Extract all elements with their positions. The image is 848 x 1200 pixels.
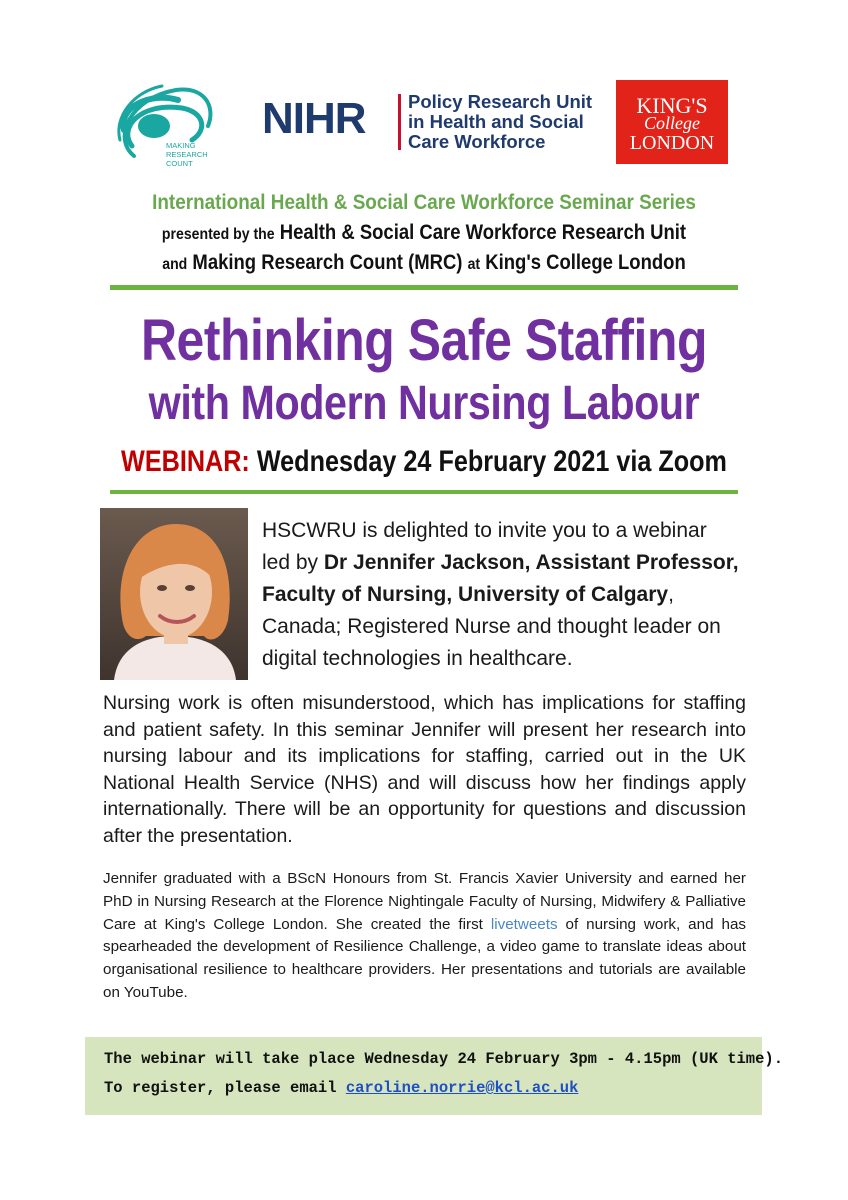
- mrc-logo: [112, 78, 222, 178]
- nihr-unit-name: [408, 92, 608, 152]
- seminar-description: Nursing work is often misunderstood, which has implications for staffing and patient safety. In this seminar Jennifer will present her research into nursing labour and its implications for staffing, carried out in the UK National Health Service (NHS) and will discuss how her findings apply internationally. There will be an opportunity for questions and discussion after the presentation.: [103, 692, 746, 847]
- at-lead: at: [467, 256, 481, 273]
- intro-pre: HSCWRU is delighted to invite you to a webinar led by: [262, 519, 707, 574]
- event-title-line-1: Rethinking Safe Staffing: [140, 308, 708, 373]
- speaker-intro: [262, 515, 740, 675]
- speaker-bio: [103, 868, 746, 1005]
- register-text: To register, please email: [104, 1079, 346, 1097]
- webinar-time-text: The webinar will take place Wednesday 24 February 3pm - 4.15pm (UK time).: [104, 1050, 784, 1068]
- nihr-unit-line-3: Care Workforce: [408, 131, 546, 152]
- presented-lead: presented by the: [161, 226, 275, 243]
- seminar-series-title: International Health & Social Care Workforce Seminar Series: [152, 191, 696, 214]
- webinar-date-line: [68, 445, 780, 479]
- bio-pre: Jennifer graduated with a BScN Honours from St. Francis Xavier University and earned her PhD in Nursing Research at the Florence Nightingale Faculty of Nursing, Midwifery & Palliative Care at King's College London. She created the first: [103, 870, 746, 933]
- speaker-photo: [100, 508, 248, 680]
- speaker-name-affiliation: Dr Jennifer Jackson, Assistant Professor, Faculty of Nursing, University of Calgary: [262, 551, 739, 606]
- register-line: [104, 1079, 578, 1097]
- top-divider: [110, 285, 738, 290]
- bottom-divider: [110, 490, 738, 494]
- partner-line: [51, 251, 797, 275]
- speaker-portrait-icon: [100, 508, 248, 680]
- mrc-text-1: MAKING: [166, 141, 196, 150]
- nihr-unit-line-2: in Health and Social: [408, 111, 584, 132]
- nihr-unit-line-1: Policy Research Unit: [408, 91, 593, 112]
- mrc-text-3: COUNT: [166, 159, 193, 168]
- event-title-line-2: with Modern Nursing Labour: [148, 377, 700, 430]
- kcl-logo-line-1: KING'S: [636, 93, 708, 118]
- nihr-wordmark: NIHR: [262, 94, 366, 143]
- nihr-logo: [262, 90, 592, 160]
- mrc-text-2: RESEARCH: [166, 150, 208, 159]
- webinar-tag: WEBINAR:: [121, 445, 250, 478]
- and-lead: and: [162, 256, 188, 273]
- webinar-details: Wednesday 24 February 2021 via Zoom: [256, 445, 727, 478]
- nihr-divider: [398, 94, 401, 150]
- register-email-link[interactable]: caroline.norrie@kcl.ac.uk: [345, 1079, 579, 1097]
- kcl-logo-line-2: College: [644, 113, 700, 133]
- registration-box: [85, 1037, 784, 1115]
- mrc-swirl-icon: [112, 78, 222, 178]
- presented-by-line: [51, 221, 797, 245]
- host-institution: King's College London: [485, 251, 686, 274]
- livetweets-link[interactable]: livetweets: [490, 915, 558, 933]
- kcl-logo: [616, 80, 728, 164]
- kcl-logo-line-3: LONDON: [629, 132, 715, 154]
- intro-post: , Canada; Registered Nurse and thought leader on digital technologies in healthcare.: [262, 583, 721, 670]
- partner-org: Making Research Count (MRC): [192, 251, 463, 274]
- bio-post: of nursing work, and has spearheaded the development of Resilience Challenge, a video game to translate ideas about organisational resilience to healthcare providers. Her presentations and tutorials are available on YouTube.: [103, 915, 746, 1001]
- presented-org: Health & Social Care Workforce Research Unit: [279, 221, 687, 244]
